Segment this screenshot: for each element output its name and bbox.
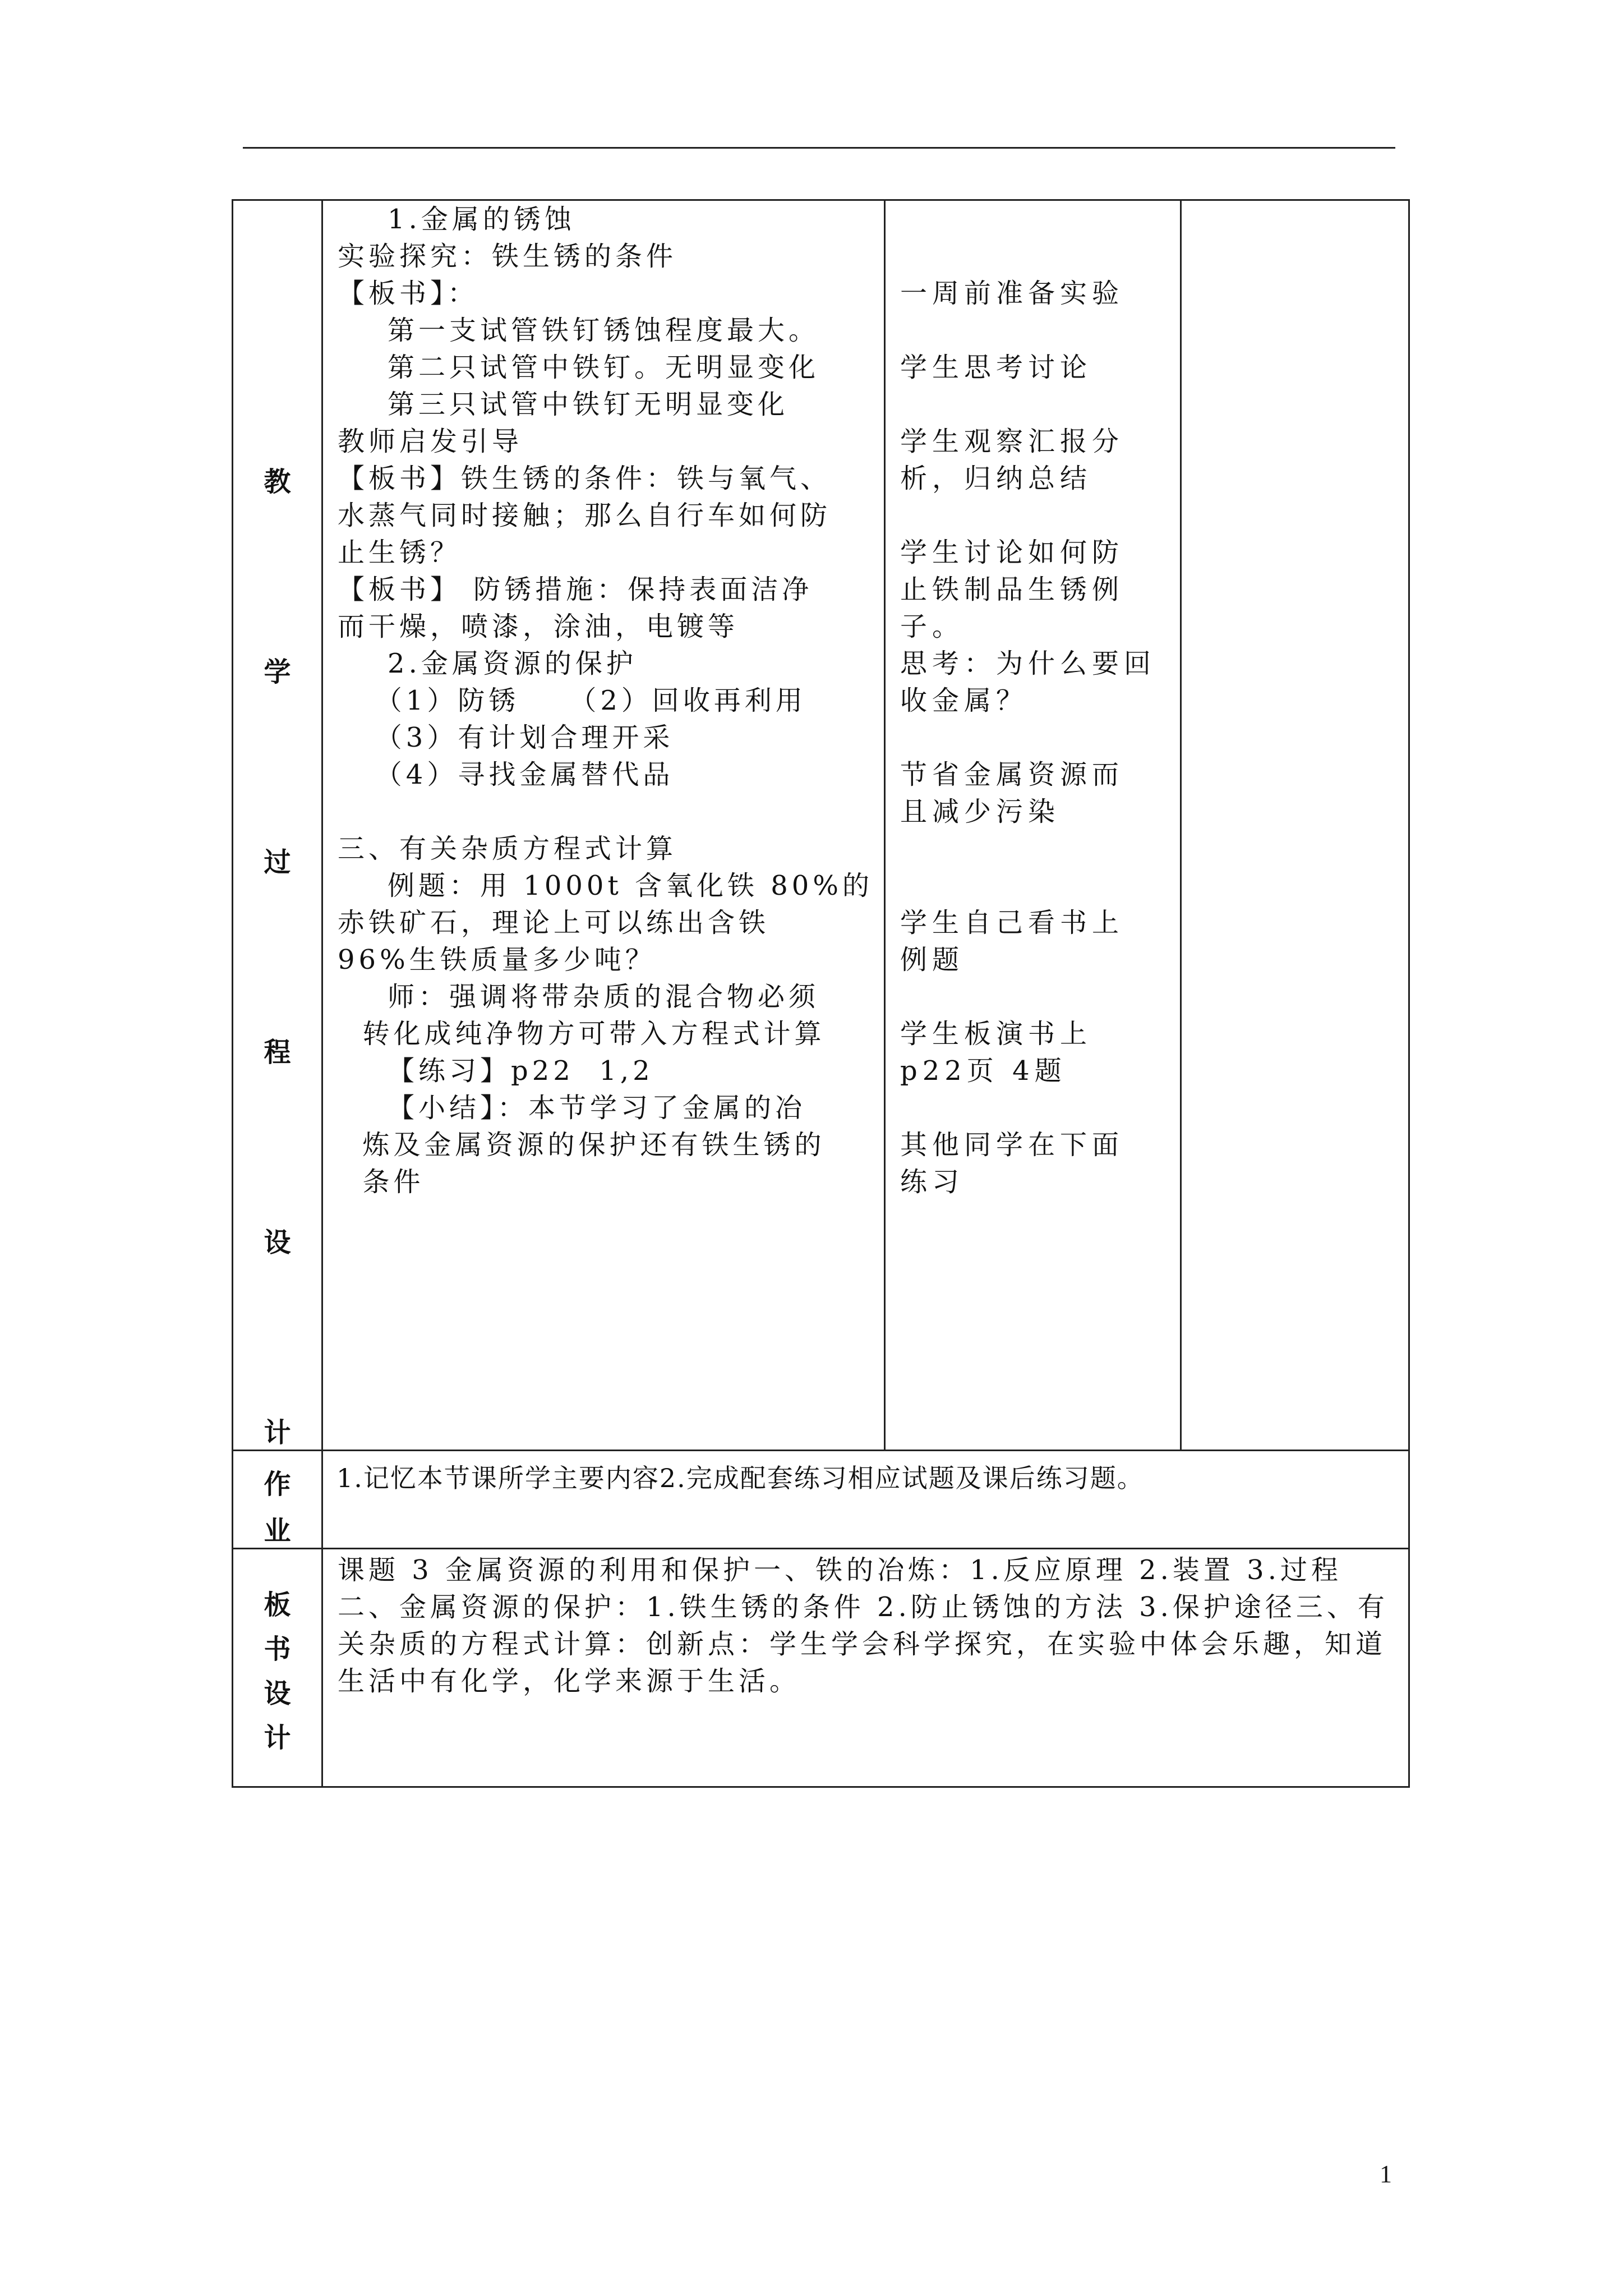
student-line: 析，归纳总结 (900, 463, 1092, 494)
header-rule (243, 147, 1395, 149)
process-label-char: 学 (264, 656, 291, 688)
teacher-line: 赤铁矿石，理论上可以练出含铁 (338, 907, 770, 938)
student-activity-cell (885, 200, 1181, 1451)
process-label-char: 设 (264, 1227, 291, 1258)
student-line: 思考：为什么要回 (900, 648, 1156, 679)
process-label-char: 程 (264, 1037, 291, 1068)
student-activity-text (886, 201, 1180, 1200)
student-line (900, 830, 1168, 867)
notes-cell (1181, 200, 1409, 1451)
student-line (900, 719, 1168, 756)
board-line: 化学来源于生活。 (554, 1665, 801, 1697)
student-line: 其他同学在下面 (900, 1129, 1124, 1161)
teacher-line: （1）防锈 （2）回收再利用 (338, 685, 806, 716)
teacher-line (338, 793, 872, 830)
student-line: 子。 (900, 611, 965, 642)
teacher-line: 实验探究：铁生锈的条件 (338, 241, 677, 272)
teacher-line: 例题：用 1000t 含氧化铁 80%的 (338, 870, 873, 901)
board-label-char: 计 (264, 1722, 291, 1754)
student-line: 学生讨论如何防 (900, 537, 1124, 568)
teacher-line: 【小结】：本节学习了金属的冶 (338, 1092, 806, 1124)
student-line: 学生思考讨论 (900, 352, 1092, 383)
student-line: 练习 (900, 1166, 965, 1198)
student-line (900, 978, 1168, 1015)
board-label-cell (233, 1549, 322, 1787)
board-line: 二、金属资源的保护：1.铁生锈的条件 2.防止锈蚀的方法 3.保护途径 (338, 1591, 1296, 1623)
process-row (233, 200, 1409, 1451)
board-design-text (323, 1549, 1408, 1703)
teacher-line: 转化成纯净物方可带入方程式计算 (338, 1018, 826, 1050)
teacher-line: （4）寻找金属替代品 (338, 759, 674, 790)
board-label-char: 书 (264, 1634, 291, 1665)
board-label-char: 设 (264, 1678, 291, 1709)
teacher-line: 教师启发引导 (338, 426, 523, 457)
student-line (900, 867, 1168, 904)
student-line: 例题 (900, 944, 965, 976)
process-label-char: 教 (264, 466, 291, 498)
teacher-line: 第二只试管中铁钉。无明显变化 (338, 352, 820, 383)
teacher-line: 96%生铁质量多少吨？ (338, 944, 656, 976)
student-line: 且减少污染 (900, 796, 1061, 827)
teacher-line: 炼及金属资源的保护还有铁生锈的 (338, 1129, 826, 1161)
teacher-line: 【板书】 防锈措施：保持表面洁净 (338, 574, 813, 605)
teacher-line: 而干燥，喷漆，涂油，电镀等 (338, 611, 739, 642)
teacher-line: 1.金属的锈蚀 (338, 204, 575, 235)
student-line (900, 497, 1168, 534)
teacher-line: 师：强调将带杂质的混合物必须 (338, 981, 820, 1013)
board-line: 课题 3 金属资源的利用和保护 (338, 1554, 754, 1586)
teacher-line: 条件 (338, 1166, 425, 1198)
teacher-line: 2.金属资源的保护 (338, 648, 637, 679)
board-design-content-cell (322, 1549, 1409, 1787)
homework-line: 1.记忆本节课所学主要内容 (336, 1463, 660, 1493)
board-line: 三、有关杂质的方程式计算： (338, 1591, 1389, 1660)
lesson-plan-table (232, 199, 1410, 1788)
process-label-char: 过 (264, 846, 291, 878)
teacher-line: 【板书】： (338, 278, 479, 309)
page-number: 1 (1380, 2160, 1392, 2188)
teacher-line: 三、有关杂质方程式计算 (338, 833, 677, 864)
board-label-char: 板 (264, 1589, 291, 1621)
student-line: 止铁制品生锈例 (900, 574, 1124, 605)
teacher-activity-cell (322, 200, 885, 1451)
teacher-line: 【练习】p22 1,2 (338, 1055, 654, 1087)
teacher-line: 【板书】铁生锈的条件：铁与氧气、 (338, 463, 832, 494)
student-line: 节省金属资源而 (900, 759, 1124, 790)
board-line: 一、铁的冶炼：1.反应原理 2.装置 3.过程 (754, 1554, 1342, 1586)
teacher-line: 水蒸气同时接触；那么自行车如何防 (338, 500, 832, 531)
process-label-char: 计 (264, 1417, 291, 1448)
teacher-line: 第一支试管铁钉锈蚀程度最大。 (338, 315, 820, 346)
student-line: 学生板演书上 (900, 1018, 1092, 1050)
student-line: p22页 4题 (900, 1055, 1067, 1087)
homework-label-char: 业 (264, 1515, 291, 1547)
teacher-activity-text (323, 201, 884, 1200)
student-line: 一周前准备实验 (900, 278, 1124, 309)
homework-content-cell (322, 1451, 1409, 1549)
student-line (900, 386, 1168, 423)
board-line: 创新点：学生学会科学探究，在实验中体会乐趣，知道生活中有化学， (338, 1628, 1387, 1697)
student-line: 收金属？ (900, 685, 1029, 716)
teacher-line: 第三只试管中铁钉无明显变化 (338, 389, 789, 420)
student-line (900, 312, 1168, 349)
student-line: 学生观察汇报分 (900, 426, 1124, 457)
student-line (900, 201, 1168, 238)
student-line: 学生自己看书上 (900, 907, 1124, 938)
student-line (900, 238, 1168, 275)
process-label-cell (233, 200, 322, 1451)
teacher-line: （3）有计划合理开采 (338, 722, 674, 753)
homework-row (233, 1451, 1409, 1549)
board-design-row (233, 1549, 1409, 1787)
student-line (900, 1089, 1168, 1126)
homework-text (323, 1451, 1408, 1505)
homework-label-cell (233, 1451, 322, 1549)
teacher-line: 止生锈？ (338, 537, 462, 568)
homework-label-char: 作 (264, 1469, 291, 1500)
homework-line: 2.完成配套练习相应试题及课后练习题。 (659, 1463, 1144, 1493)
